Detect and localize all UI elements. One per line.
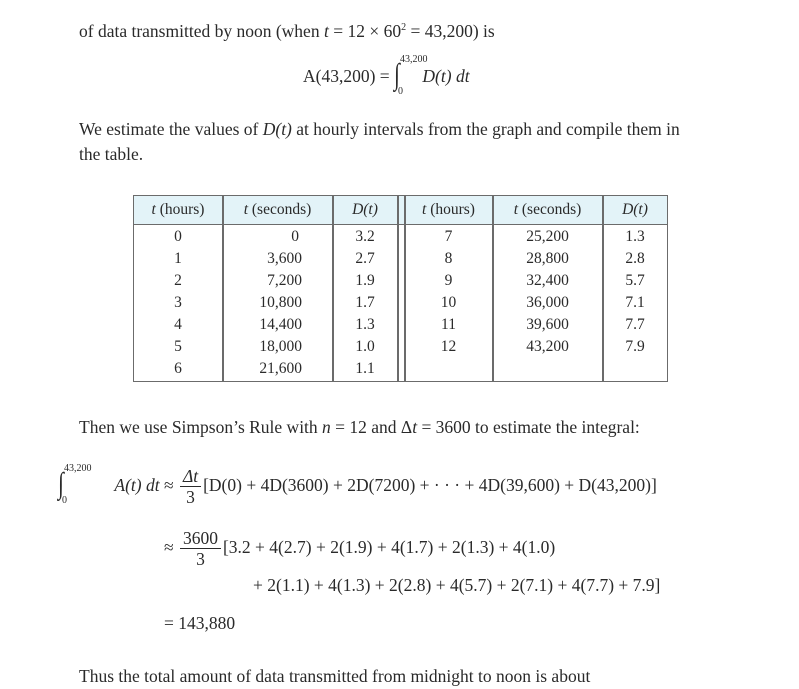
para3-text-c: = 3600 to estimate the integral: bbox=[417, 417, 640, 437]
table-cell: 3.2 bbox=[355, 228, 375, 245]
table-cell: 12 bbox=[440, 338, 457, 355]
data-table bbox=[133, 195, 668, 382]
para2-text-a: We estimate the values of bbox=[79, 119, 263, 139]
table-cell: 2.8 bbox=[625, 250, 645, 267]
header-t-seconds-2: t (seconds) bbox=[513, 201, 582, 218]
table-cell: 14,400 bbox=[259, 316, 302, 333]
table-cell: 4 bbox=[174, 316, 182, 333]
para3-text-b: = 12 and Δ bbox=[330, 417, 413, 437]
approx-sign: ≈ bbox=[163, 475, 174, 495]
table-cell: 5 bbox=[174, 338, 182, 355]
table-cell: 1.9 bbox=[355, 272, 375, 289]
equation-lhs: A(43,200) = bbox=[303, 66, 395, 87]
table-cell: 43,200 bbox=[526, 338, 569, 355]
table-cell: 7,200 bbox=[267, 272, 302, 289]
table-cell: 0 bbox=[174, 228, 182, 245]
table-cell: 39,600 bbox=[526, 316, 569, 333]
table-cell: 11 bbox=[441, 316, 456, 333]
header-d-t: D(t) bbox=[352, 201, 378, 218]
intro-result: = 43,200) is bbox=[406, 21, 495, 41]
table-cell: 5.7 bbox=[625, 272, 645, 289]
simpson-step2 bbox=[164, 525, 555, 569]
table-cell: 25,200 bbox=[526, 228, 569, 245]
var-n: n bbox=[322, 417, 331, 437]
table-cell: 1 bbox=[174, 250, 182, 267]
table-cell: 1.0 bbox=[355, 338, 375, 355]
approx-sign: ≈ bbox=[164, 537, 174, 557]
var-t: t bbox=[323, 21, 329, 41]
simpson-step2-line2: + 2(1.1) + 4(1.3) + 2(2.8) + 4(5.7) + 2(7.1) + 4(7.7) + 7.9] bbox=[253, 575, 661, 595]
intro-expr: = 12 × 60 bbox=[328, 21, 402, 41]
table-cell: 7.1 bbox=[625, 294, 645, 311]
fraction-delta-t: $\frac{\Delta t}{3}$ bbox=[180, 466, 201, 507]
integrand: D(t) dt bbox=[422, 66, 470, 87]
table-cell: 1.3 bbox=[625, 228, 645, 245]
table-cell: 21,600 bbox=[259, 360, 302, 377]
estimate-paragraph bbox=[79, 117, 680, 167]
column-d-left bbox=[333, 226, 397, 380]
column-hours-left bbox=[134, 226, 222, 380]
column-d-right bbox=[603, 226, 667, 358]
integral-icon: ∫ 43,200 0 bbox=[394, 54, 428, 97]
table-cell: 1.1 bbox=[355, 360, 375, 377]
table-cell: 36,000 bbox=[526, 294, 569, 311]
table-cell: 18,000 bbox=[259, 338, 302, 355]
para2-func: D(t) bbox=[262, 119, 292, 139]
table-cell: 8 bbox=[444, 250, 453, 267]
table-cell: 9 bbox=[444, 272, 453, 289]
simpson-sum: [D(0) + 4D(3600) + 2D(7200) + · · · + 4D(39,600) + D(43,200)] bbox=[203, 475, 657, 495]
table-cell: 32,400 bbox=[526, 272, 569, 289]
table-cell: 1.7 bbox=[355, 294, 375, 311]
table-cell: 0 bbox=[291, 228, 299, 245]
intro-text: of data transmitted by noon (when bbox=[79, 21, 324, 41]
table-cell: 3 bbox=[174, 294, 182, 311]
column-seconds-left bbox=[223, 226, 332, 380]
table-cell: 3,600 bbox=[267, 250, 302, 267]
table-cell: 6 bbox=[174, 360, 182, 377]
para2-text-b: at hourly intervals from the graph and compile them in bbox=[291, 119, 680, 139]
table-cell: 10,800 bbox=[259, 294, 302, 311]
integral-icon: ∫ 43,200 0 bbox=[58, 462, 92, 506]
table-cell: 28,800 bbox=[526, 250, 569, 267]
equation-a-43200 bbox=[303, 54, 470, 97]
para3-text-a: Then we use Simpson’s Rule with bbox=[79, 417, 323, 437]
var-t: t bbox=[412, 417, 418, 437]
simpson-result: = 143,880 bbox=[164, 613, 236, 633]
conclusion-paragraph: Thus the total amount of data transmitted from midnight to noon is about bbox=[79, 666, 591, 686]
header-d-t-2: D(t) bbox=[622, 201, 648, 218]
header-t-hours-2: t (hours) bbox=[422, 201, 475, 218]
simpson-formula bbox=[58, 463, 657, 507]
para2-line2: the table. bbox=[79, 144, 144, 164]
header-t-hours: t (hours) bbox=[151, 201, 205, 218]
table-cell: 7.9 bbox=[625, 338, 645, 355]
column-hours-right bbox=[405, 226, 492, 358]
table-cell: 2.7 bbox=[355, 250, 375, 267]
table-cell: 7.7 bbox=[625, 316, 645, 333]
table-cell: 1.3 bbox=[355, 316, 375, 333]
table-cell: 10 bbox=[440, 294, 457, 311]
table-cell: 2 bbox=[174, 272, 182, 289]
simpson-integrand: A(t) dt bbox=[114, 475, 160, 495]
exponent: 2 bbox=[401, 22, 407, 33]
double-divider bbox=[397, 196, 399, 381]
header-t-seconds: t (seconds) bbox=[243, 201, 312, 218]
simpson-step2-line1: [3.2 + 4(2.7) + 2(1.9) + 4(1.7) + 2(1.3) + 4(1.0) bbox=[222, 537, 556, 557]
fraction-3600-3: $\frac{3600}{3}$ bbox=[180, 528, 221, 569]
intro-paragraph bbox=[79, 15, 495, 44]
simpson-paragraph bbox=[79, 415, 640, 440]
column-seconds-right bbox=[493, 226, 602, 358]
table-cell: 7 bbox=[444, 228, 453, 245]
